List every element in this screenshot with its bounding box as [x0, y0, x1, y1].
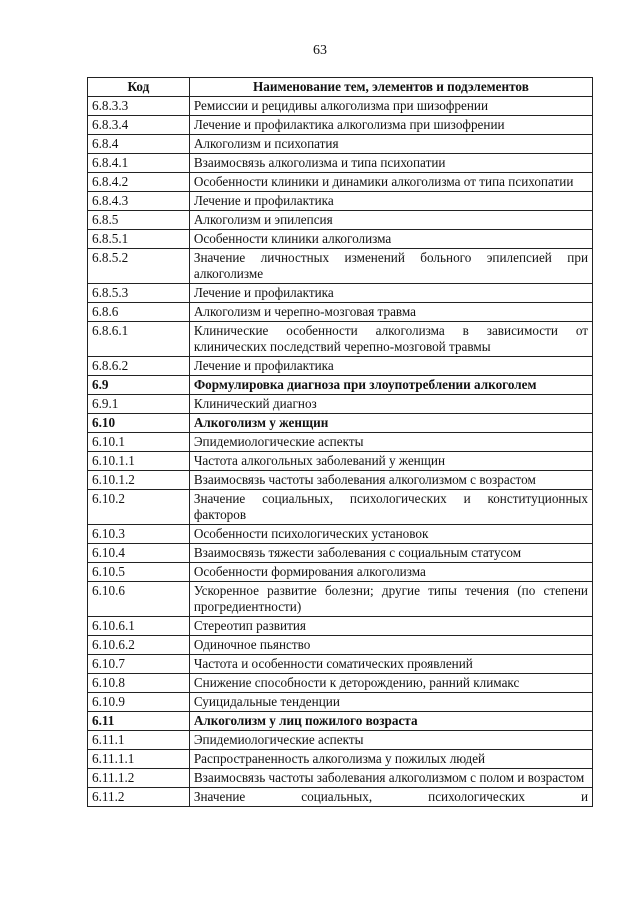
table-row — [88, 284, 593, 303]
table-row — [88, 525, 593, 544]
row-code: 6.9.1 — [88, 395, 190, 414]
row-code: 6.10.1 — [88, 433, 190, 452]
row-title: Одиночное пьянство — [189, 636, 592, 655]
row-title: Частота алкогольных заболеваний у женщин — [189, 452, 592, 471]
table-row — [88, 116, 593, 135]
row-title: Особенности клиники алкоголизма — [189, 230, 592, 249]
row-title: Значение социальных, психологических и — [189, 788, 592, 807]
row-title: Алкоголизм и психопатия — [189, 135, 592, 154]
table-row — [88, 154, 593, 173]
table-row — [88, 582, 593, 617]
table-body — [88, 97, 593, 807]
row-title: Лечение и профилактика — [189, 284, 592, 303]
row-title: Значение социальных, психологических и конституционных факторов — [189, 490, 592, 525]
row-title: Клинический диагноз — [189, 395, 592, 414]
table-row — [88, 230, 593, 249]
row-code: 6.8.4.1 — [88, 154, 190, 173]
row-code: 6.8.5.3 — [88, 284, 190, 303]
table-row — [88, 452, 593, 471]
table-row — [88, 135, 593, 154]
row-title: Распространенность алкоголизма у пожилых людей — [189, 750, 592, 769]
table-row — [88, 769, 593, 788]
row-code: 6.10 — [88, 414, 190, 433]
row-code: 6.10.6.1 — [88, 617, 190, 636]
table-row — [88, 97, 593, 116]
row-title: Алкоголизм и черепно-мозговая травма — [189, 303, 592, 322]
table-row — [88, 303, 593, 322]
table-row — [88, 249, 593, 284]
row-code: 6.11.1.2 — [88, 769, 190, 788]
row-title: Эпидемиологические аспекты — [189, 731, 592, 750]
curriculum-table — [87, 77, 593, 807]
row-title: Формулировка диагноза при злоупотреблении алкоголем — [189, 376, 592, 395]
row-code: 6.8.6.1 — [88, 322, 190, 357]
row-title: Значение личностных изменений больного эпилепсией при алкоголизме — [189, 249, 592, 284]
table-row — [88, 471, 593, 490]
row-title: Лечение и профилактика алкоголизма при шизофрении — [189, 116, 592, 135]
row-title: Суицидальные тенденции — [189, 693, 592, 712]
table-row — [88, 376, 593, 395]
row-code: 6.10.6 — [88, 582, 190, 617]
row-title: Особенности формирования алкоголизма — [189, 563, 592, 582]
row-title: Алкоголизм у женщин — [189, 414, 592, 433]
row-code: 6.11.1 — [88, 731, 190, 750]
row-code: 6.10.5 — [88, 563, 190, 582]
table-row — [88, 636, 593, 655]
row-title: Ускоренное развитие болезни; другие типы течения (по степени прогредиентности) — [189, 582, 592, 617]
row-title: Взаимосвязь тяжести заболевания с социальным статусом — [189, 544, 592, 563]
table-row — [88, 192, 593, 211]
row-code: 6.8.5.1 — [88, 230, 190, 249]
row-code: 6.10.9 — [88, 693, 190, 712]
row-title: Лечение и профилактика — [189, 192, 592, 211]
row-code: 6.10.4 — [88, 544, 190, 563]
table-row — [88, 674, 593, 693]
table-row — [88, 414, 593, 433]
table-row — [88, 712, 593, 731]
row-title: Стереотип развития — [189, 617, 592, 636]
header-code: Код — [88, 78, 190, 97]
table-header-row — [88, 78, 593, 97]
row-code: 6.8.4.3 — [88, 192, 190, 211]
row-code: 6.8.6 — [88, 303, 190, 322]
table-row — [88, 750, 593, 769]
row-code: 6.10.7 — [88, 655, 190, 674]
row-title: Эпидемиологические аспекты — [189, 433, 592, 452]
row-title: Лечение и профилактика — [189, 357, 592, 376]
row-code: 6.10.8 — [88, 674, 190, 693]
row-title: Снижение способности к деторождению, ранний климакс — [189, 674, 592, 693]
row-title: Алкоголизм у лиц пожилого возраста — [189, 712, 592, 731]
row-code: 6.8.6.2 — [88, 357, 190, 376]
page-number: 63 — [313, 43, 327, 58]
row-title: Взаимосвязь алкоголизма и типа психопатии — [189, 154, 592, 173]
row-title: Особенности клиники и динамики алкоголизма от типа психопатии — [189, 173, 592, 192]
table-row — [88, 173, 593, 192]
row-code: 6.10.2 — [88, 490, 190, 525]
row-title: Клинические особенности алкоголизма в зависимости от клинических последствий черепно-мозговой травмы — [189, 322, 592, 357]
row-title: Взаимосвязь частоты заболевания алкоголизмом с полом и возрастом — [189, 769, 592, 788]
table-row — [88, 563, 593, 582]
row-code: 6.10.1.1 — [88, 452, 190, 471]
table-row — [88, 544, 593, 563]
table-row — [88, 617, 593, 636]
table-row — [88, 211, 593, 230]
row-code: 6.11.1.1 — [88, 750, 190, 769]
row-code: 6.10.1.2 — [88, 471, 190, 490]
row-code: 6.11 — [88, 712, 190, 731]
table-row — [88, 322, 593, 357]
row-code: 6.8.3.3 — [88, 97, 190, 116]
row-code: 6.8.4.2 — [88, 173, 190, 192]
row-code: 6.9 — [88, 376, 190, 395]
row-title: Взаимосвязь частоты заболевания алкоголизмом с возрастом — [189, 471, 592, 490]
table-row — [88, 655, 593, 674]
table-row — [88, 433, 593, 452]
table-row — [88, 788, 593, 807]
row-title: Алкоголизм и эпилепсия — [189, 211, 592, 230]
row-code: 6.11.2 — [88, 788, 190, 807]
table-row — [88, 357, 593, 376]
header-name: Наименование тем, элементов и подэлементов — [189, 78, 592, 97]
row-code: 6.10.3 — [88, 525, 190, 544]
row-code: 6.8.4 — [88, 135, 190, 154]
table-row — [88, 731, 593, 750]
row-code: 6.10.6.2 — [88, 636, 190, 655]
table-row — [88, 693, 593, 712]
row-title: Частота и особенности соматических проявлений — [189, 655, 592, 674]
row-code: 6.8.3.4 — [88, 116, 190, 135]
row-code: 6.8.5.2 — [88, 249, 190, 284]
row-title: Особенности психологических установок — [189, 525, 592, 544]
table-row — [88, 490, 593, 525]
row-code: 6.8.5 — [88, 211, 190, 230]
table-row — [88, 395, 593, 414]
row-title: Ремиссии и рецидивы алкоголизма при шизофрении — [189, 97, 592, 116]
